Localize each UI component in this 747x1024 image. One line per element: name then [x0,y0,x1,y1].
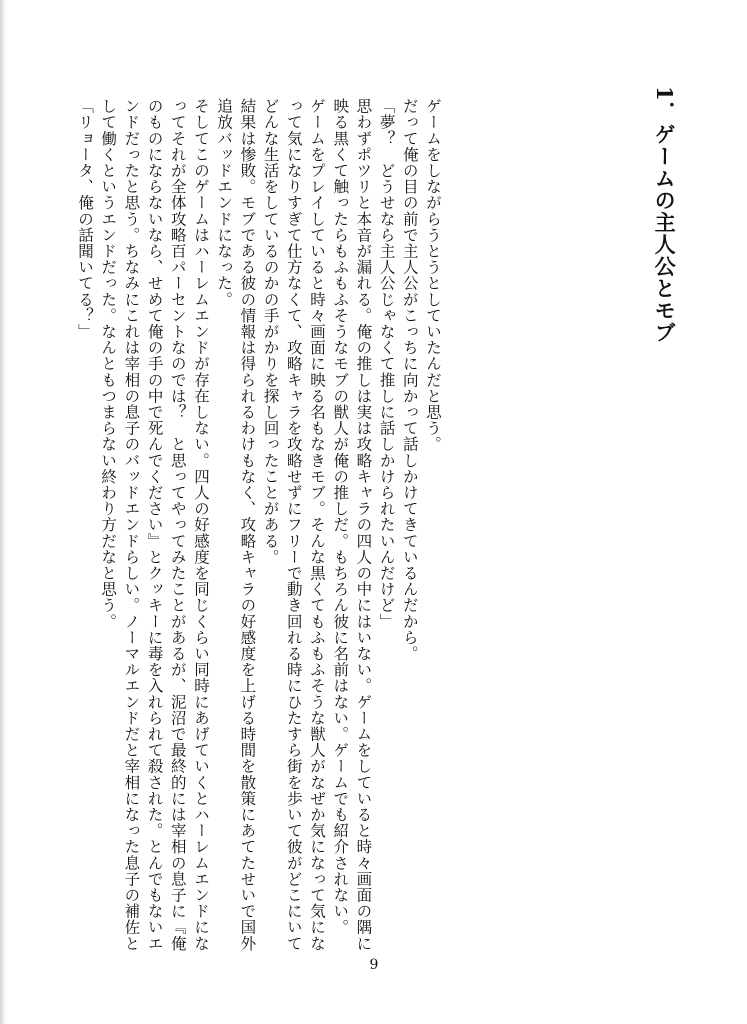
chapter-title: 1．ゲームの主人公とモブ [652,86,678,344]
dialogue-paragraph: 「リョータ、俺の話聞いてる？」 [75,98,94,340]
paragraph: 結果は惨敗。モブである彼の情報は得られるわけもなく、攻略キャラの好感度を上げる時間を散策にあてたせいで国外追放バッドエンドになった。 [215,98,257,952]
dialogue-paragraph: 「夢？ どうせなら主人公じゃなくて推しに話しかけられたいんだけど」 [377,98,396,630]
paragraph: だって俺の目の前で主人公がこっちに向かって話しかけてきているんだから。 [400,98,419,662]
paragraph: ゲームをしながらうとうとしていたんだと思う。 [424,98,442,453]
page-edge-shadow [0,0,7,1024]
body-text [75,98,444,953]
paragraph: 思わずポツリと本音が漏れる。俺の推しは実は攻略キャラの四人の中にはいない。ゲームをしていると時々画面の隅に映る黒くて触ったらもふもふそうなモブの獣人が俺の推しだ。もちろん彼に名前はない。ゲームでも紹介されない。 [331,98,373,952]
paragraph: ゲームをプレイしていると時々画面に映る名もなきモブ。そんな黒くてもふもふそうな獣人がなぜか気になって気になって気になりすぎて仕方なくて、攻略キャラを攻略せずにフリーで動き回れる時にひたすら街を歩いて彼がどこにいてどんな生活をしているのかの手がかりを探し回ったことがある。 [261,98,326,952]
page-number: 9 [369,957,379,973]
paragraph: そしてこのゲームはハーレムエンドが存在しない。四人の好感度を同じくらい同時にあげていくとハーレムエンドになってそれが全体攻略百パーセントなのでは？ と思ってやってみたことがあるが、泥沼で最終的には宰相の息子に『俺のものにならないなら、せめて俺の手の中で死んでください』とクッキーに毒を入れられて殺された。とんでもないエンドだったと思う。ちなみにこれは宰相の息子のバッドエンドらしい。ノーマルエンドだと宰相になった息子の補佐として働くというエンドだった。なんともつまらない終わり方だなと思う。 [99,98,210,952]
